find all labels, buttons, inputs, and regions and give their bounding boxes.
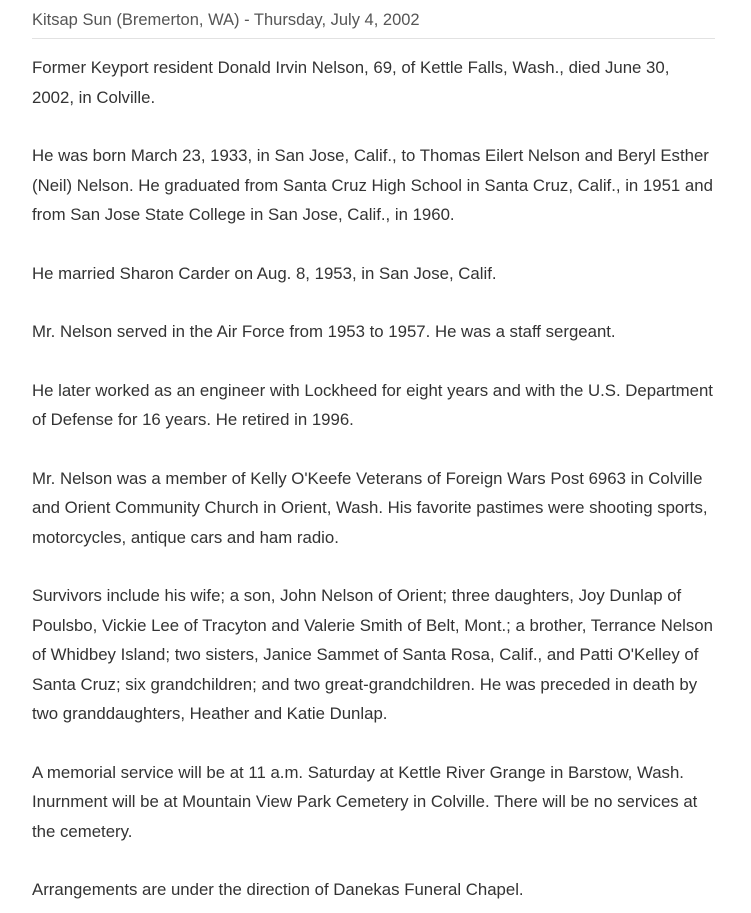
article-body [32, 53, 715, 905]
paragraph-memorial-service: A memorial service will be at 11 a.m. Saturday at Kettle River Grange in Barstow, Wash. Inurnment will be at Mountain View Park Cemetery in Colville. There will be no services at the cemetery. [32, 762, 698, 841]
paragraph-career: He later worked as an engineer with Lockheed for eight years and with the U.S. Department of Defense for 16 years. He retired in 1996. [32, 380, 713, 429]
paragraph-birth-education: He was born March 23, 1933, in San Jose, Calif., to Thomas Eilert Nelson and Beryl Esther (Neil) Nelson. He graduated from Santa Cruz High School in Santa Cruz, Calif., in 1951 and from San Jose State College in San Jose, Calif., in 1960. [32, 146, 713, 224]
paragraph-survivors: Survivors include his wife; a son, John Nelson of Orient; three daughters, Joy Dunlap of Poulsbo, Vickie Lee of Tracyton and Valerie Smith of Belt, Mont.; a brother, Terrance Nelson of Whidbey Island; two sisters, Janice Sammet of Santa Rosa, Calif., and Patti O'Kelley of Santa Cruz; six grandchildren; and two great-grandchildren. He was preceded in death by two granddaughters, Heather and Katie Dunlap. [32, 586, 713, 723]
paragraph-marriage: He married Sharon Carder on Aug. 8, 1953, in San Jose, Calif. [32, 263, 497, 283]
source-line: Kitsap Sun (Bremerton, WA) - Thursday, July 4, 2002 [32, 8, 715, 39]
paragraph-memberships: Mr. Nelson was a member of Kelly O'Keefe Veterans of Foreign Wars Post 6963 in Colville and Orient Community Church in Orient, Wash. His favorite pastimes were shooting sports, motorcycles, antique cars and ham radio. [32, 468, 708, 547]
paragraph-arrangements: Arrangements are under the direction of Danekas Funeral Chapel. [32, 880, 524, 899]
paragraph-death-notice: Former Keyport resident Donald Irvin Nelson, 69, of Kettle Falls, Wash., died June 30, 2002, in Colville. [32, 58, 670, 107]
paragraph-military-service: Mr. Nelson served in the Air Force from 1953 to 1957. He was a staff sergeant. [32, 322, 616, 341]
